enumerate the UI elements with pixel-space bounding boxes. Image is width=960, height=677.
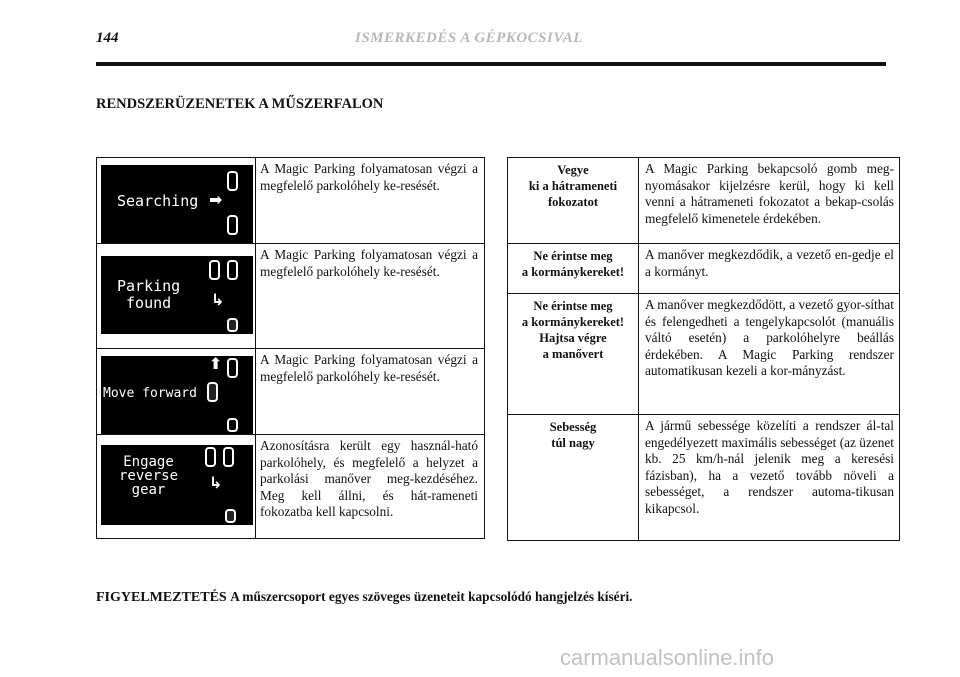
turn-arrow-icon: ↳ <box>211 290 225 309</box>
header-rule <box>96 62 886 66</box>
car-icon <box>227 358 238 378</box>
message-label: Ne érintse meg a kormánykereket! Hajtsa végre a manővert <box>508 294 639 415</box>
screen-cell <box>97 158 256 244</box>
message-description: A jármű sebessége közelíti a rendszer ál-tal engedélyezett maximális sebességet (az üzenet kb. 25 km/h-nál jelenik meg a keresési fázisban), ha a vezető tovább növeli a sebességet, a rendszer automa-tikusan kikapcsol. <box>639 415 900 541</box>
car-icon <box>227 318 238 332</box>
section-title: RENDSZERÜZENETEK A MŰSZERFALON <box>96 96 384 112</box>
screen-text: Move forward <box>103 386 197 401</box>
warning-note <box>96 589 633 606</box>
dashboard-screen-parking-found <box>101 256 253 334</box>
warning-text: A műszercsoport egyes szöveges üzeneteit kapcsolódó hangjelzés kíséri. <box>230 589 633 604</box>
warning-messages-table <box>507 157 900 541</box>
chapter-title: ISMERKEDÉS A GÉPKOCSIVAL <box>355 30 583 46</box>
car-icon <box>207 382 218 402</box>
message-description: A manőver megkezdődik, a vezető en-gedje el a kormányt. <box>639 244 900 294</box>
message-description: A Magic Parking folyamatosan végzi a megfelelő parkolóhely ke-resését. <box>256 244 485 349</box>
arrow-right-icon: ➡ <box>209 190 223 209</box>
screen-cell <box>97 349 256 435</box>
arrow-up-icon: ⬆ <box>209 354 223 373</box>
message-label: Ne érintse meg a kormánykereket! <box>508 244 639 294</box>
car-icon <box>209 260 220 280</box>
screen-cell <box>97 435 256 539</box>
dashboard-screen-engage-reverse <box>101 445 253 525</box>
car-icon <box>223 447 234 467</box>
screen-text: Engage reverse gear <box>119 454 179 498</box>
message-description: A Magic Parking folyamatosan végzi a megfelelő parkolóhely ke-resését. <box>256 349 485 435</box>
page-number: 144 <box>96 30 119 46</box>
screen-cell <box>97 244 256 349</box>
dashboard-screen-searching <box>101 165 253 243</box>
turn-arrow-icon: ↳ <box>209 473 223 492</box>
car-icon <box>227 215 238 235</box>
message-description: A Magic Parking bekapcsoló gomb meg-nyomásakor kijelzésre kerül, hogy ki kell venni a hátrameneti fokozatot a bekap-csolás megfelelő kimenetele érdekében. <box>639 158 900 244</box>
message-description: Azonosításra került egy használ-ható parkolóhely, és megfelelő a helyzet a parkolási manőver meg-kezdéséhez. Meg kell állni, és hát-rameneti fokozatba kell kapcsolni. <box>256 435 485 539</box>
screen-text: Parking found <box>117 277 181 312</box>
display-messages-table <box>96 157 485 539</box>
warning-label: FIGYELMEZTETÉS <box>96 590 227 605</box>
message-description: A manőver megkezdődött, a vezető gyor-síthat és felengedheti a tengelykapcsolót (manuális váltó esetén) a parkolóhelyre beállás érdekében. A Magic Parking rendszer automatikusan kezeli a kor-mányzást. <box>639 294 900 415</box>
message-description: A Magic Parking folyamatosan végzi a megfelelő parkolóhely ke-resését. <box>256 158 485 244</box>
car-icon <box>225 509 236 523</box>
dashboard-screen-move-forward <box>101 356 253 434</box>
message-label: Vegye ki a hátrameneti fokozatot <box>508 158 639 244</box>
screen-text: Searching <box>117 192 199 210</box>
message-label: Sebesség túl nagy <box>508 415 639 541</box>
car-icon <box>227 171 238 191</box>
watermark: carmanualsonline.info <box>560 645 775 670</box>
car-icon <box>227 418 238 432</box>
car-icon <box>227 260 238 280</box>
car-icon <box>205 447 216 467</box>
